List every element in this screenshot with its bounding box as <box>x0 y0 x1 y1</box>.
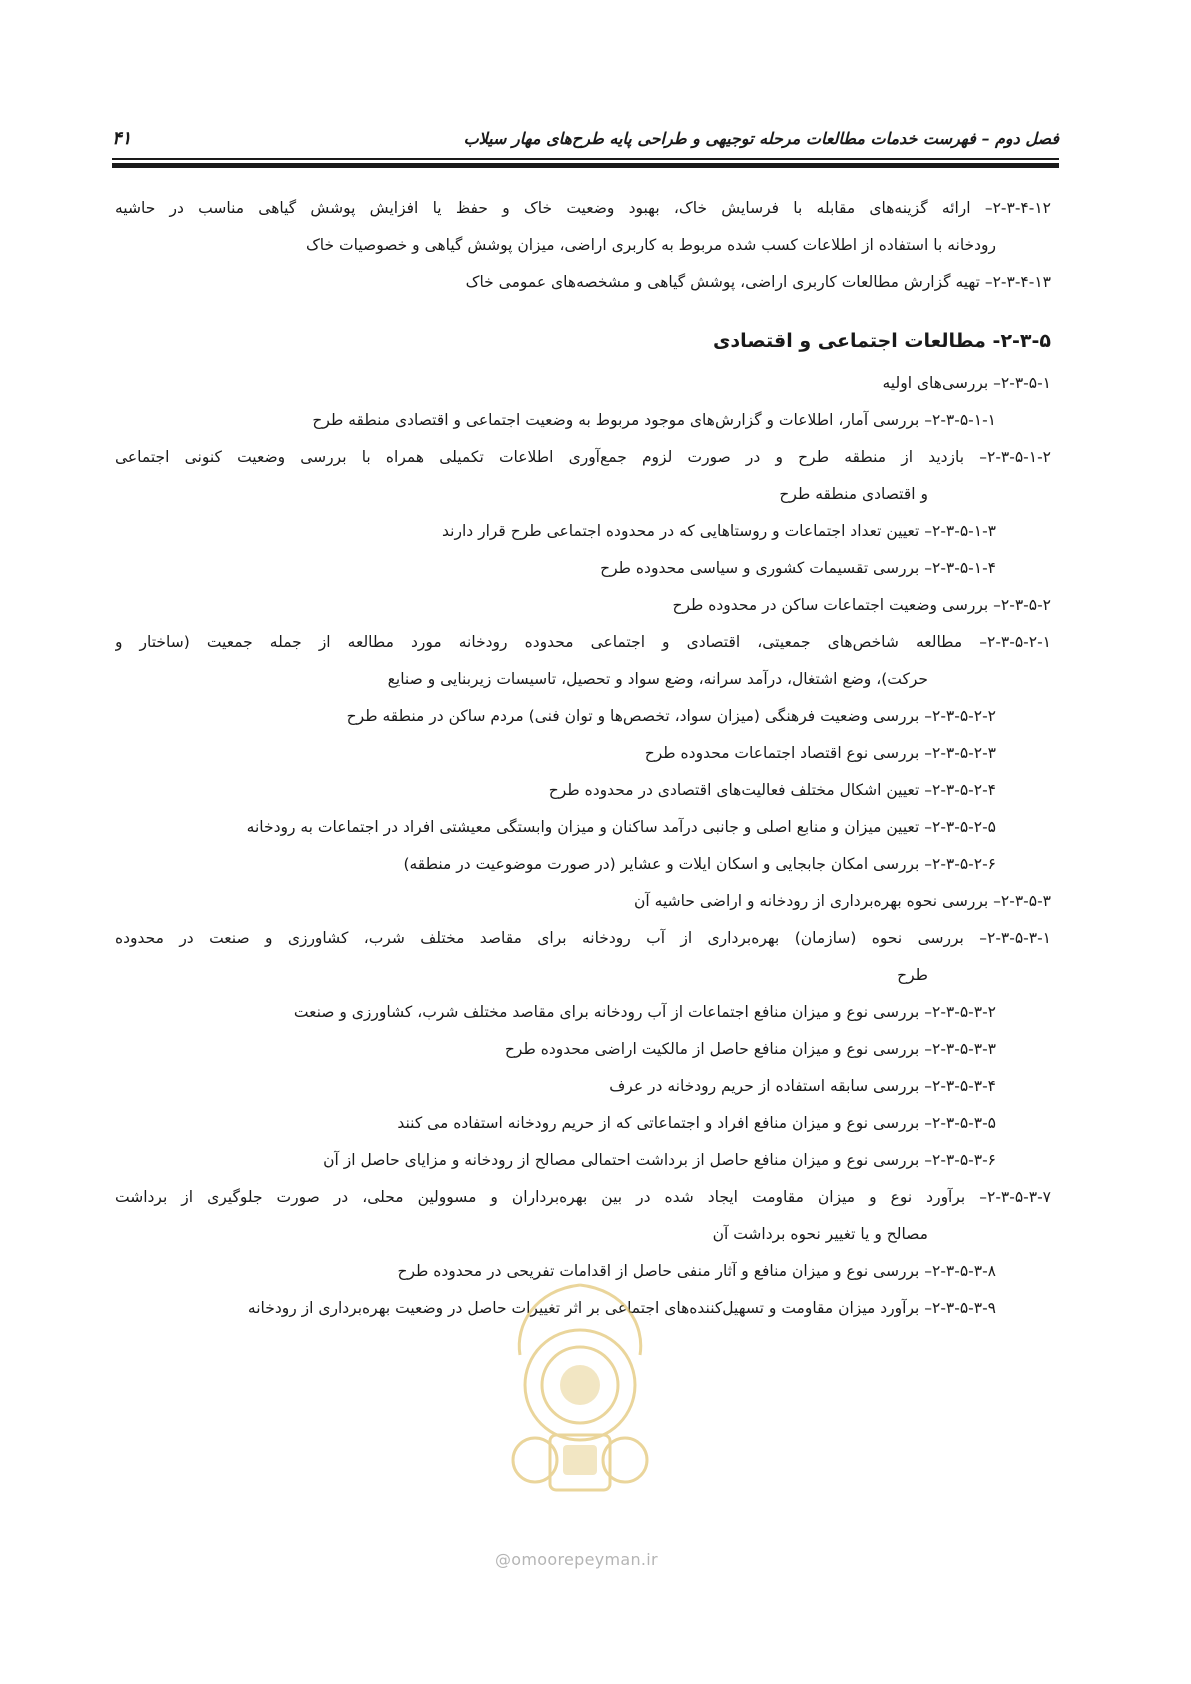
paragraph-line: ۲-۳-۴-۱۳– تهیه گزارش مطالعات کاربری اراضی، پوشش گیاهی و مشخصه‌های عمومی خاک <box>465 273 1051 291</box>
watermark-text: @omoorepeyman.ir <box>495 1550 658 1569</box>
list-item-line: ۲-۳-۵-۳-۷– برآورد نوع و میزان مقاومت ایجاد شده در بین بهره‌برداران و مسوولین محلی، در صورت جلوگیری از برداشت <box>115 1188 1051 1206</box>
header-rule-thick <box>112 163 1059 168</box>
list-item-line: ۲-۳-۵-۲-۱– مطالعه شاخص‌های جمعیتی، اقتصادی و اجتماعی محدوده رودخانه مورد مطالعه از جمله جمعیت (ساختار و <box>115 633 1051 651</box>
list-item-line: ۲-۳-۵-۱– بررسی‌های اولیه <box>882 374 1051 392</box>
list-item-line: ۲-۳-۵-۲-۳– بررسی نوع اقتصاد اجتماعات محدوده طرح <box>644 744 996 762</box>
list-item-line: ۲-۳-۵-۳-۸– بررسی نوع و میزان منافع و آثار منفی حاصل از اقدامات تفریحی در محدوده طرح <box>397 1262 996 1280</box>
list-item-line: ۲-۳-۵-۲-۲– بررسی وضعیت فرهنگی (میزان سواد، تخصص‌ها و توان فنی) مردم ساکن در منطقه طرح <box>346 707 996 725</box>
list-item-line: ۲-۳-۵-۲-۶– بررسی امکان جابجایی و اسکان ایلات و عشایر (در صورت موضوعیت در منطقه) <box>403 855 996 873</box>
list-item-line: ۲-۳-۵-۳-۱– بررسی نحوه (سازمان) بهره‌برداری از آب رودخانه برای مقاصد مختلف شرب، کشاورزی و صنعت در محدوده <box>115 929 1051 947</box>
list-item-line: مصالح و یا تغییر نحوه برداشت آن <box>712 1225 928 1243</box>
list-item-line: ۲-۳-۵-۲-۴– تعیین اشکال مختلف فعالیت‌های اقتصادی در محدوده طرح <box>548 781 996 799</box>
list-item-line: ۲-۳-۵-۲-۵– تعیین میزان و منابع اصلی و جانبی درآمد ساکنان و میزان وابستگی معیشتی افراد در اجتماعات به رودخانه <box>246 818 996 836</box>
list-item-line: ۲-۳-۵-۳– بررسی نحوه بهره‌برداری از رودخانه و اراضی حاشیه آن <box>634 892 1051 910</box>
page-number: ۴۱ <box>112 128 132 149</box>
outline-list <box>115 365 1051 1327</box>
paragraph-line: ۲-۳-۴-۱۲– ارائه گزینه‌های مقابله با فرسایش خاک، بهبود وضعیت خاک و حفظ یا افزایش پوشش گیاهی مناسب در حاشیه <box>115 199 1051 217</box>
list-item-line: ۲-۳-۵-۱-۱– بررسی آمار، اطلاعات و گزارش‌های موجود مربوط به وضعیت اجتماعی و اقتصادی منطقه طرح <box>312 411 996 429</box>
document-body <box>115 190 1051 1327</box>
list-item-line: ۲-۳-۵-۱-۴– بررسی تقسیمات کشوری و سیاسی محدوده طرح <box>600 559 996 577</box>
list-item-line: ۲-۳-۵-۳-۲– بررسی نوع و میزان منافع اجتماعات از آب رودخانه برای مقاصد مختلف شرب، کشاورزی و صنعت <box>293 1003 996 1021</box>
list-item-line: ۲-۳-۵-۳-۹– برآورد میزان مقاومت و تسهیل‌کننده‌های اجتماعی بر اثر تغییرات حاصل در وضعیت بهره‌برداری از رودخانه <box>247 1299 996 1317</box>
list-item-line: و اقتصادی منطقه طرح <box>779 485 928 503</box>
list-item-line: ۲-۳-۵-۳-۴– بررسی سابقه استفاده از حریم رودخانه در عرف <box>609 1077 996 1095</box>
list-item-line: ۲-۳-۵-۲– بررسی وضعیت اجتماعات ساکن در محدوده طرح <box>672 596 1051 614</box>
list-item-line: ۲-۳-۵-۱-۳– تعیین تعداد اجتماعات و روستاهایی که در محدوده اجتماعی طرح قرار دارند <box>442 522 996 540</box>
paragraph-line: رودخانه با استفاده از اطلاعات کسب شده مربوط به کاربری اراضی، میزان پوشش گیاهی و خصوصیات خاک <box>305 236 996 254</box>
header-title: فصل دوم – فهرست خدمات مطالعات مرحله توجیهی و طراحی پایه طرح‌های مهار سیلاب <box>463 129 1059 148</box>
list-item-line: طرح <box>897 966 928 984</box>
list-item-line: ۲-۳-۵-۳-۳– بررسی نوع و میزان منافع حاصل از مالکیت اراضی محدوده طرح <box>504 1040 996 1058</box>
header-rule-thin <box>112 158 1059 160</box>
list-item-line: ۲-۳-۵-۳-۶– بررسی نوع و میزان منافع حاصل از برداشت احتمالی مصالح از رودخانه و مزایای حاصل از آن <box>323 1151 996 1169</box>
list-item-line: حرکت)، وضع اشتغال، درآمد سرانه، وضع سواد و تحصیل، تاسیسات زیربنایی و صنایع <box>387 670 928 688</box>
section-heading: ۲-۳-۵- مطالعات اجتماعی و اقتصادی <box>713 330 1051 352</box>
list-item-line: ۲-۳-۵-۱-۲– بازدید از منطقه طرح و در صورت لزوم جمع‌آوری اطلاعات تکمیلی همراه با بررسی وضعیت کنونی اجتماعی <box>115 448 1051 466</box>
page-header <box>112 128 1059 149</box>
list-item-line: ۲-۳-۵-۳-۵– بررسی نوع و میزان منافع افراد و اجتماعاتی که از حریم رودخانه استفاده می کنند <box>397 1114 996 1132</box>
